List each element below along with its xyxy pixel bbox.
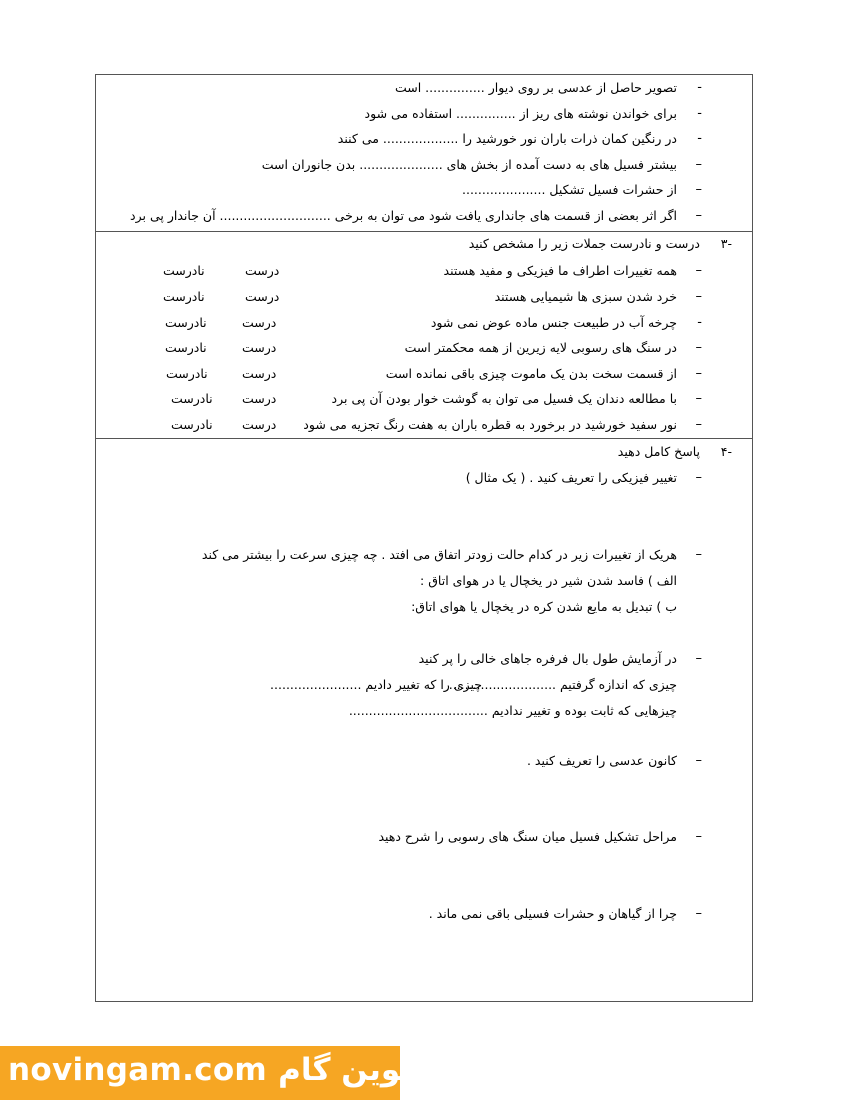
brand-logo-text: novingam.com نوین گام bbox=[8, 1052, 412, 1088]
exam-sheet bbox=[95, 74, 753, 1002]
fill-blank-item: تصویر حاصل از عدسی بر روی دیوار ............... است bbox=[394, 80, 677, 95]
section-title: درست و نادرست جملات زیر را مشخص کنید bbox=[468, 236, 700, 251]
true-false-statement: چرخه آب در طبیعت جنس ماده عوض نمی شود bbox=[430, 315, 677, 330]
question-part-a: الف ) فاسد شدن شیر در یخچال یا در هوای اتاق : bbox=[420, 573, 677, 588]
list-bullet: – bbox=[695, 182, 702, 197]
changed-variable-blank: چیزی را که تغییر دادیم ....................... bbox=[270, 677, 482, 692]
true-option[interactable]: درست bbox=[242, 366, 277, 381]
list-bullet: – bbox=[695, 208, 702, 223]
section-title: پاسخ کامل دهید bbox=[617, 444, 700, 459]
question-fossil-formation: مراحل تشکیل فسیل میان سنگ های رسوبی را شرح دهید bbox=[378, 829, 677, 844]
brand-banner bbox=[0, 1046, 412, 1100]
true-option[interactable]: درست bbox=[242, 340, 277, 355]
false-option[interactable]: نادرست bbox=[163, 289, 205, 304]
question-rate-of-change: هریک از تغییرات زیر در کدام حالت زودتر اتفاق می افتد . چه چیزی سرعت را بیشتر می کند bbox=[201, 547, 677, 562]
section-divider bbox=[96, 231, 752, 232]
list-bullet: – bbox=[695, 753, 702, 768]
true-false-statement: با مطالعه دندان یک فسیل می توان به گوشت خوار بودن آن پی برد bbox=[331, 391, 677, 406]
false-option[interactable]: نادرست bbox=[171, 391, 213, 406]
false-option[interactable]: نادرست bbox=[163, 263, 205, 278]
true-option[interactable]: درست bbox=[242, 391, 277, 406]
list-bullet: – bbox=[695, 829, 702, 844]
question-part-b: ب ) تبدیل به مایع شدن کره در یخچال یا هوای اتاق: bbox=[411, 599, 677, 614]
false-option[interactable]: نادرست bbox=[165, 315, 207, 330]
section-number: ۴- bbox=[720, 444, 732, 459]
false-option[interactable]: نادرست bbox=[171, 417, 213, 432]
true-false-statement: نور سفید خورشید در برخورد به قطره باران به هفت رنگ تجزیه می شود bbox=[303, 417, 677, 432]
list-bullet: – bbox=[695, 263, 702, 278]
measured-variable-blank: چیزی که اندازه گرفتیم ........................... bbox=[448, 677, 677, 692]
section-divider bbox=[96, 438, 752, 439]
fill-blank-item: در رنگین کمان ذرات باران نور خورشید را ................... می کنند bbox=[337, 131, 677, 146]
list-bullet: – bbox=[695, 366, 702, 381]
fill-blank-item: اگر اثر بعضی از قسمت های جانداری یافت شود می توان به برخی ............................ آن جاندار پی برد bbox=[130, 208, 677, 223]
list-bullet: – bbox=[695, 470, 702, 485]
fill-blank-item: بیشتر فسیل های به دست آمده از بخش های ..................... بدن جانوران است bbox=[261, 157, 677, 172]
fill-blank-item: از حشرات فسیل تشکیل ..................... bbox=[462, 182, 677, 197]
list-bullet: – bbox=[695, 289, 702, 304]
false-option[interactable]: نادرست bbox=[165, 340, 207, 355]
question-experiment: در آزمایش طول بال فرفره جاهای خالی را پر کنید bbox=[418, 651, 677, 666]
false-option[interactable]: نادرست bbox=[166, 366, 208, 381]
true-option[interactable]: درست bbox=[242, 417, 277, 432]
list-bullet: – bbox=[695, 547, 702, 562]
list-bullet: – bbox=[695, 417, 702, 432]
true-false-statement: همه تغییرات اطراف ما فیزیکی و مفید هستند bbox=[443, 263, 677, 278]
true-option[interactable]: درست bbox=[245, 289, 280, 304]
true-false-statement: خرد شدن سبزی ها شیمیایی هستند bbox=[494, 289, 677, 304]
list-bullet: – bbox=[695, 391, 702, 406]
fill-blank-item: برای خواندن نوشته های ریز از ............... استفاده می شود bbox=[364, 106, 677, 121]
list-bullet: - bbox=[697, 131, 702, 146]
list-bullet: - bbox=[697, 80, 702, 95]
list-bullet: - bbox=[697, 315, 702, 330]
true-false-statement: در سنگ های رسوبی لایه زیرین از همه محکمتر است bbox=[404, 340, 677, 355]
question-physical-change: تغییر فیزیکی را تعریف کنید . ( یک مثال ) bbox=[465, 470, 677, 485]
section-number: ۳- bbox=[720, 236, 732, 251]
list-bullet: – bbox=[695, 157, 702, 172]
true-false-statement: از قسمت سخت بدن یک ماموت چیزی باقی نمانده است bbox=[385, 366, 677, 381]
list-bullet: – bbox=[695, 906, 702, 921]
true-option[interactable]: درست bbox=[245, 263, 280, 278]
list-bullet: – bbox=[695, 651, 702, 666]
list-bullet: – bbox=[695, 340, 702, 355]
question-lens-focus: کانون عدسی را تعریف کنید . bbox=[526, 753, 677, 768]
question-plant-insect-fossils: چرا از گیاهان و حشرات فسیلی باقی نمی ماند . bbox=[428, 906, 677, 921]
true-option[interactable]: درست bbox=[242, 315, 277, 330]
constant-variables-blank: چیزهایی که ثابت بوده و تغییر ندادیم ................................... bbox=[348, 703, 677, 718]
list-bullet: - bbox=[697, 106, 702, 121]
